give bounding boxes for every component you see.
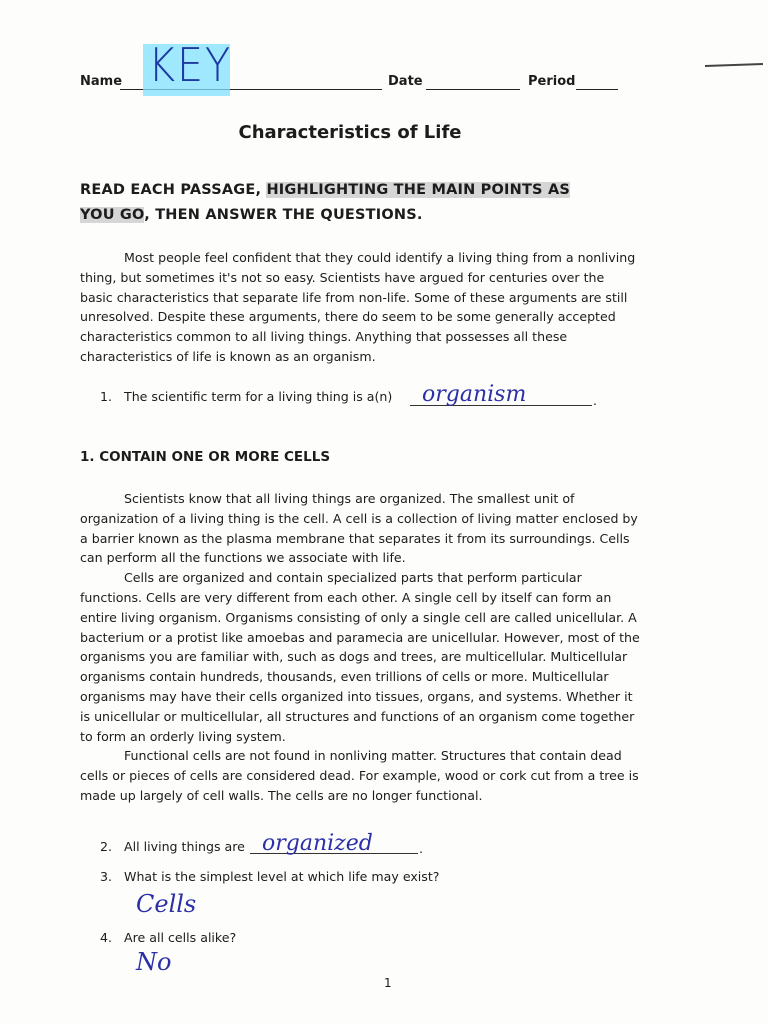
question-4-answer: No xyxy=(136,948,172,976)
date-label: Date xyxy=(388,74,423,89)
page-title: Characteristics of Life xyxy=(238,122,462,143)
question-1-end: . xyxy=(593,393,598,408)
question-2-end: . xyxy=(419,841,424,856)
section-1-paragraph: Cells are organized and contain specialized parts that perform particular functions. Cells are very different from each other. A single cell by itself can form an entire living organism. Organisms consisting of only a single cell are called unicellular. A bacterium or a protist like amoebas and paramecia are unicellular. However, most of the organisms you are familiar with, such as dogs and trees, are multicellular. Multicellular organisms contain hundreds, thousands, even trillions of cells or more. Multicellular organisms may have their cells organized into tissues, organs, and systems. Whether it is unicellular or multicellular, all structures and functions of an organism come together to form an orderly living system. xyxy=(80,570,640,744)
question-2-answer: organized xyxy=(262,831,373,856)
instructions-after: , THEN ANSWER THE QUESTIONS. xyxy=(144,207,423,223)
instructions-highlight-2: YOU GO xyxy=(80,207,145,223)
intro-paragraph: Most people feel confident that they could identify a living thing from a nonliving thing, but sometimes it's not so easy. Scientists have argued for centuries over the basic characteristics that separate life from non-life. Some of these arguments are still unresolved. Despite these arguments, there do seem to be some generally accepted characteristics common to all living things. Anything that possesses all these characteristics of life is known as an organism. xyxy=(80,250,636,364)
question-3-answer: Cells xyxy=(136,890,197,918)
name-handwritten-value: KEY xyxy=(148,38,232,92)
section-1-paragraph: Scientists know that all living things are organized. The smallest unit of organization of a living thing is the cell. A cell is a collection of living matter enclosed by a barrier known as the plasma membrane that separates it from its surroundings. Cells can perform all the functions we associate with life. xyxy=(80,491,638,566)
question-1-answer: organism xyxy=(422,382,527,407)
period-blank-line xyxy=(576,88,618,90)
period-label: Period xyxy=(528,74,576,89)
section-1-heading: 1. CONTAIN ONE OR MORE CELLS xyxy=(80,449,331,465)
margin-mark xyxy=(705,63,763,67)
page-number: 1 xyxy=(384,976,392,990)
question-2-text: All living things are xyxy=(124,839,245,854)
question-1 xyxy=(100,389,392,404)
question-3-number: 3. xyxy=(100,869,113,884)
date-blank-line xyxy=(426,88,520,90)
instructions-before: READ EACH PASSAGE, xyxy=(80,182,267,198)
instructions-highlight-1: HIGHLIGHTING THE MAIN POINTS AS xyxy=(266,182,571,198)
question-4-text: Are all cells alike? xyxy=(124,930,237,945)
instructions xyxy=(80,178,620,228)
question-3-text: What is the simplest level at which life may exist? xyxy=(124,869,440,884)
section-1-body xyxy=(80,489,640,806)
intro-paragraph-block xyxy=(80,248,640,367)
question-1-number: 1. xyxy=(100,389,113,404)
question-3 xyxy=(100,869,439,884)
question-2-number: 2. xyxy=(100,839,113,854)
section-1-paragraph: Functional cells are not found in nonliving matter. Structures that contain dead cells or pieces of cells are considered dead. For example, wood or cork cut from a tree is made up largely of cell walls. The cells are no longer functional. xyxy=(80,748,639,803)
question-1-text: The scientific term for a living thing is a(n) xyxy=(124,389,393,404)
name-label: Name xyxy=(80,74,123,89)
question-4 xyxy=(100,930,236,945)
question-2 xyxy=(100,839,245,854)
question-4-number: 4. xyxy=(100,930,113,945)
